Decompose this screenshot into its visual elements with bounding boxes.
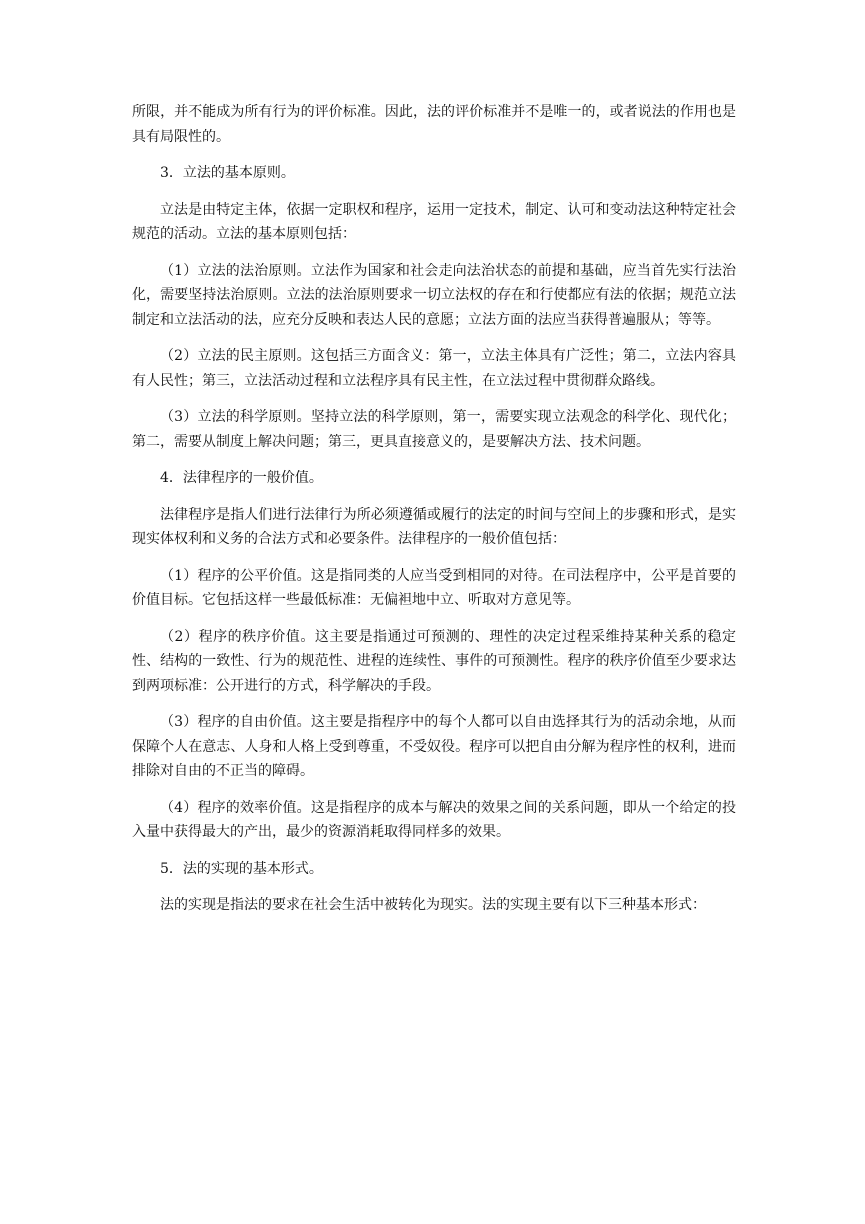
paragraph-freedom-value: （3）程序的自由价值。这主要是指程序中的每个人都可以自由选择其行为的活动余地，从而保障个人在意志、人身和人格上受到尊重，不受奴役。程序可以把自由分解为程序性的权利，进而排除对自由的不正当的障碍。 <box>132 714 736 779</box>
section-heading-5: 5．法的实现的基本形式。 <box>160 860 323 877</box>
paragraph-order-value: （2）程序的秩序价值。这主要是指通过可预测的、理性的决定过程采维持某种关系的稳定性、结构的一致性、行为的规范性、进程的连续性、事件的可预测性。程序的秩序价值至少要求达到两项标准：公开进行的方式，科学解决的手段。 <box>132 628 736 694</box>
paragraph-efficiency-value: （4）程序的效率价值。这是指程序的成本与解决的效果之间的关系问题，即从一个给定的投入量中获得最大的产出，最少的资源消耗取得同样多的效果。 <box>132 799 736 840</box>
paragraph-rule-of-law-principle: （1）立法的法治原则。立法作为国家和社会走向法治状态的前提和基础，应当首先实行法治化，需要坚持法治原则。立法的法治原则要求一切立法权的存在和行使都应有法的依据；规范立法制定和立法活动的法，应充分反映和表达人民的意愿；立法方面的法应当获得普遍服从；等等。 <box>132 262 736 328</box>
paragraph-continuation: 所限，并不能成为所有行为的评价标准。因此，法的评价标准并不是唯一的，或者说法的作用也是具有局限性的。 <box>132 104 736 145</box>
paragraph-legal-procedure-definition: 法律程序是指人们进行法律行为所必须遵循或履行的法定的时间与空间上的步骤和形式，是实现实体权利和义务的合法方式和必要条件。法律程序的一般价值包括： <box>132 506 736 547</box>
paragraph-law-realization: 法的实现是指法的要求在社会生活中被转化为现实。法的实现主要有以下三种基本形式： <box>160 897 706 913</box>
document-body <box>132 100 736 930</box>
paragraph-scientific-principle: （3）立法的科学原则。坚持立法的科学原则，第一，需要实现立法观念的科学化、现代化；第二，需要从制度上解决问题；第三，更具直接意义的，是要解决方法、技术问题。 <box>132 409 736 450</box>
section-heading-4: 4．法律程序的一般价值。 <box>160 470 323 486</box>
paragraph-fairness-value: （1）程序的公平价值。这是指同类的人应当受到相同的对待。在司法程序中，公平是首要的价值目标。它包括这样一些最低标准：无偏袒地中立、听取对方意见等。 <box>132 567 736 608</box>
paragraph-democratic-principle: （2）立法的民主原则。这包括三方面含义：第一，立法主体具有广泛性；第二，立法内容具有人民性；第三，立法活动过程和立法程序具有民主性，在立法过程中贯彻群众路线。 <box>132 348 736 389</box>
paragraph-legislation-definition: 立法是由特定主体，依据一定职权和程序，运用一定技术，制定、认可和变动法这种特定社会规范的活动。立法的基本原则包括： <box>132 201 736 242</box>
section-heading-3: 3．立法的基本原则。 <box>160 165 295 181</box>
